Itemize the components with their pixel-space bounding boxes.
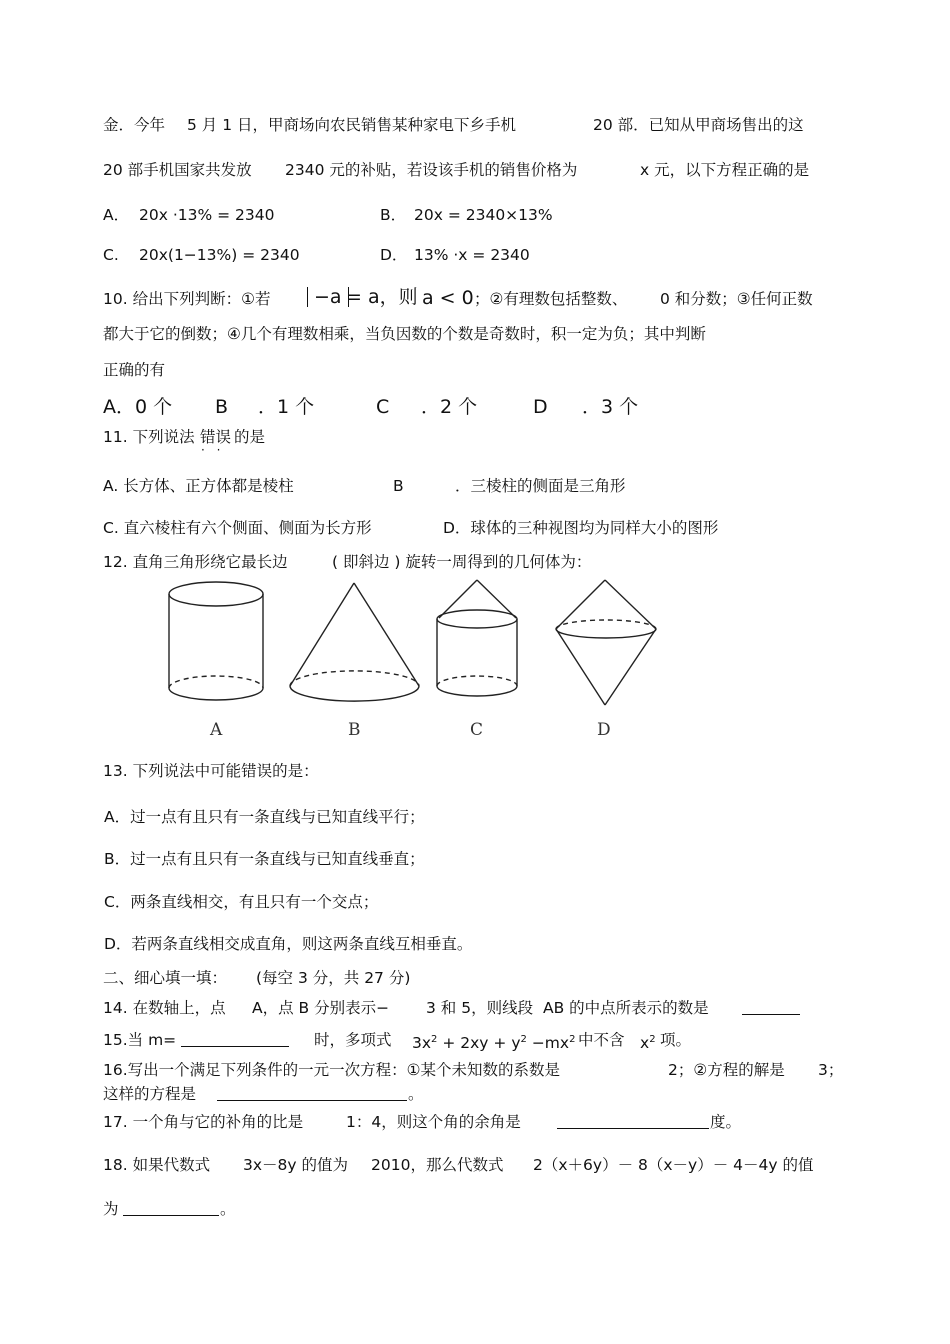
q10-eq-a: = a，则 bbox=[346, 286, 418, 308]
q18-b: 3x－8y 的值为 bbox=[243, 1156, 348, 1174]
q15-exp4: 2 bbox=[649, 1034, 656, 1045]
q15-term3: −mx bbox=[531, 1034, 570, 1053]
cylinder-figure bbox=[169, 582, 263, 700]
q18-line2-text: 为 bbox=[103, 1200, 119, 1218]
cone-cylinder-figure bbox=[437, 580, 517, 696]
q9-line1-a: 金．今年 bbox=[103, 116, 166, 134]
q16-b: 2；②方程的解是 bbox=[668, 1061, 785, 1079]
q13-optD: D．若两条直线相交成直角，则这两条直线互相垂直。 bbox=[104, 935, 473, 953]
q10-part2: ；②有理数包括整数、 bbox=[474, 290, 628, 308]
q12-stem-b: ( 即斜边 ) 旋转一周得到的几何体为： bbox=[332, 553, 592, 571]
q10-optB-label: B bbox=[215, 396, 229, 418]
q9-optC: 20x(1−13%) = 2340 bbox=[139, 246, 300, 264]
q16-c: 3； bbox=[818, 1061, 844, 1079]
q15-b: 时，多项式 bbox=[314, 1031, 392, 1049]
q14-a: 14. 在数轴上，点 bbox=[103, 999, 226, 1017]
q9-optD-label: D． bbox=[380, 246, 408, 264]
q11-stem-c: 的是 bbox=[234, 428, 266, 446]
q9-line1-b: 5 月 1 日，甲商场向农民销售某种家电下乡手机 bbox=[187, 116, 517, 134]
q15-answer-blank[interactable] bbox=[181, 1030, 289, 1047]
double-cone-figure bbox=[556, 580, 656, 705]
q18-answer-blank[interactable] bbox=[123, 1199, 219, 1216]
q16-line2-text: 这样的方程是 bbox=[103, 1085, 197, 1103]
figure-label-a: A bbox=[210, 720, 223, 740]
figure-label-b: B bbox=[348, 720, 361, 740]
q14-b: A，点 B 分别表示− bbox=[252, 999, 390, 1017]
q9-optB-label: B． bbox=[380, 206, 407, 224]
q9-optB: 20x = 2340×13% bbox=[414, 206, 553, 224]
q17-answer-blank[interactable] bbox=[557, 1112, 709, 1129]
q14-d: AB 的中点所表示的数是 bbox=[543, 999, 709, 1017]
q16-end: 。 bbox=[408, 1085, 424, 1103]
q16-answer-blank[interactable] bbox=[217, 1084, 407, 1101]
q15-term1: 3x bbox=[412, 1034, 432, 1053]
q10-optD-label: D bbox=[533, 396, 548, 418]
q13-optA: A．过一点有且只有一条直线与已知直线平行； bbox=[104, 808, 425, 826]
q11-optD: D．球体的三种视图均为同样大小的图形 bbox=[443, 519, 719, 537]
q17-a: 17. 一个角与它的补角的比是 bbox=[103, 1113, 304, 1131]
q14-c: 3 和 5，则线段 bbox=[426, 999, 534, 1017]
q11-optB: ．三棱柱的侧面是三角形 bbox=[455, 477, 626, 495]
figure-label-d: D bbox=[597, 720, 611, 740]
q15-term4: x bbox=[640, 1034, 650, 1053]
q10-line2: 都大于它的倒数；④几个有理数相乘，当负因数的个数是奇数时，积一定为负；其中判断 bbox=[103, 325, 706, 343]
q17-b: 1：4，则这个角的余角是 bbox=[346, 1113, 521, 1131]
q12-stem-a: 12. 直角三角形绕它最长边 bbox=[103, 553, 288, 571]
q11-optB-label: B bbox=[393, 477, 404, 495]
q15-exp2: 2 bbox=[520, 1034, 527, 1045]
q10-optA: A．0 个 bbox=[103, 396, 173, 418]
q9-line2-c: x 元，以下方程正确的是 bbox=[640, 161, 810, 179]
q9-optA: 20x ·13% = 2340 bbox=[139, 206, 275, 224]
q11-stem-emphasis: 错误 · · bbox=[200, 428, 231, 446]
figure-label-c: C bbox=[470, 720, 484, 740]
q15-d: 项。 bbox=[660, 1031, 692, 1049]
q9-line2-b: 2340 元的补贴，若设该手机的销售价格为 bbox=[285, 161, 578, 179]
q15-x2 bbox=[640, 1030, 656, 1053]
q18-c: 2010，那么代数式 bbox=[371, 1156, 504, 1174]
section-2-title: 二、细心填一填： bbox=[103, 969, 228, 987]
q15-c: 中不含 bbox=[578, 1031, 625, 1049]
q10-optC: ．2 个 bbox=[421, 396, 478, 418]
q11-stem-a: 11. 下列说法 bbox=[103, 428, 195, 446]
q15-polynomial bbox=[412, 1030, 575, 1053]
q9-optD: 13% ·x = 2340 bbox=[414, 246, 530, 264]
q9-line1-c: 20 部．已知从甲商场售出的这 bbox=[593, 116, 804, 134]
q18-d: 2（x＋6y）－ 8（x－y）－ 4－4y 的值 bbox=[533, 1156, 814, 1174]
section-2-note: (每空 3 分，共 27 分) bbox=[256, 969, 411, 987]
q10-condition: a < 0 bbox=[422, 287, 474, 309]
q18-end: 。 bbox=[220, 1200, 236, 1218]
q10-optB: ．1 个 bbox=[258, 396, 315, 418]
q16-a: 16.写出一个满足下列条件的一元一次方程：①某个未知数的系数是 bbox=[103, 1061, 561, 1079]
q9-line2-a: 20 部手机国家共发放 bbox=[103, 161, 252, 179]
q10-optC-label: C bbox=[376, 396, 390, 418]
q15-a: 15.当 m= bbox=[103, 1031, 177, 1049]
q9-optC-label: C. bbox=[103, 246, 119, 264]
q15-exp1: 2 bbox=[431, 1034, 438, 1045]
q10-optD: ．3 个 bbox=[582, 396, 639, 418]
q10-part3: 0 和分数；③任何正数 bbox=[660, 290, 813, 308]
cone-figure bbox=[290, 583, 419, 701]
q17-end: 度。 bbox=[710, 1113, 742, 1131]
q15-exp3: 2 bbox=[569, 1034, 576, 1045]
q10-abs-expr: −a bbox=[307, 287, 349, 307]
q11-optC: C. 直六棱柱有六个侧面、侧面为长方形 bbox=[103, 519, 372, 537]
q15-term2: + 2xy + y bbox=[442, 1034, 521, 1053]
q11-optA: A. 长方体、正方体都是棱柱 bbox=[103, 477, 294, 495]
q10-line3: 正确的有 bbox=[103, 361, 166, 379]
q13-optC: C．两条直线相交，有且只有一个交点； bbox=[104, 893, 379, 911]
q9-optA-label: A． bbox=[103, 206, 130, 224]
q18-a: 18. 如果代数式 bbox=[103, 1156, 211, 1174]
q13-stem: 13. 下列说法中可能错误的是： bbox=[103, 762, 319, 780]
q13-optB: B．过一点有且只有一条直线与已知直线垂直； bbox=[104, 850, 425, 868]
q10-part1: 10. 给出下列判断：①若 bbox=[103, 290, 271, 308]
q14-answer-blank[interactable] bbox=[742, 998, 800, 1015]
